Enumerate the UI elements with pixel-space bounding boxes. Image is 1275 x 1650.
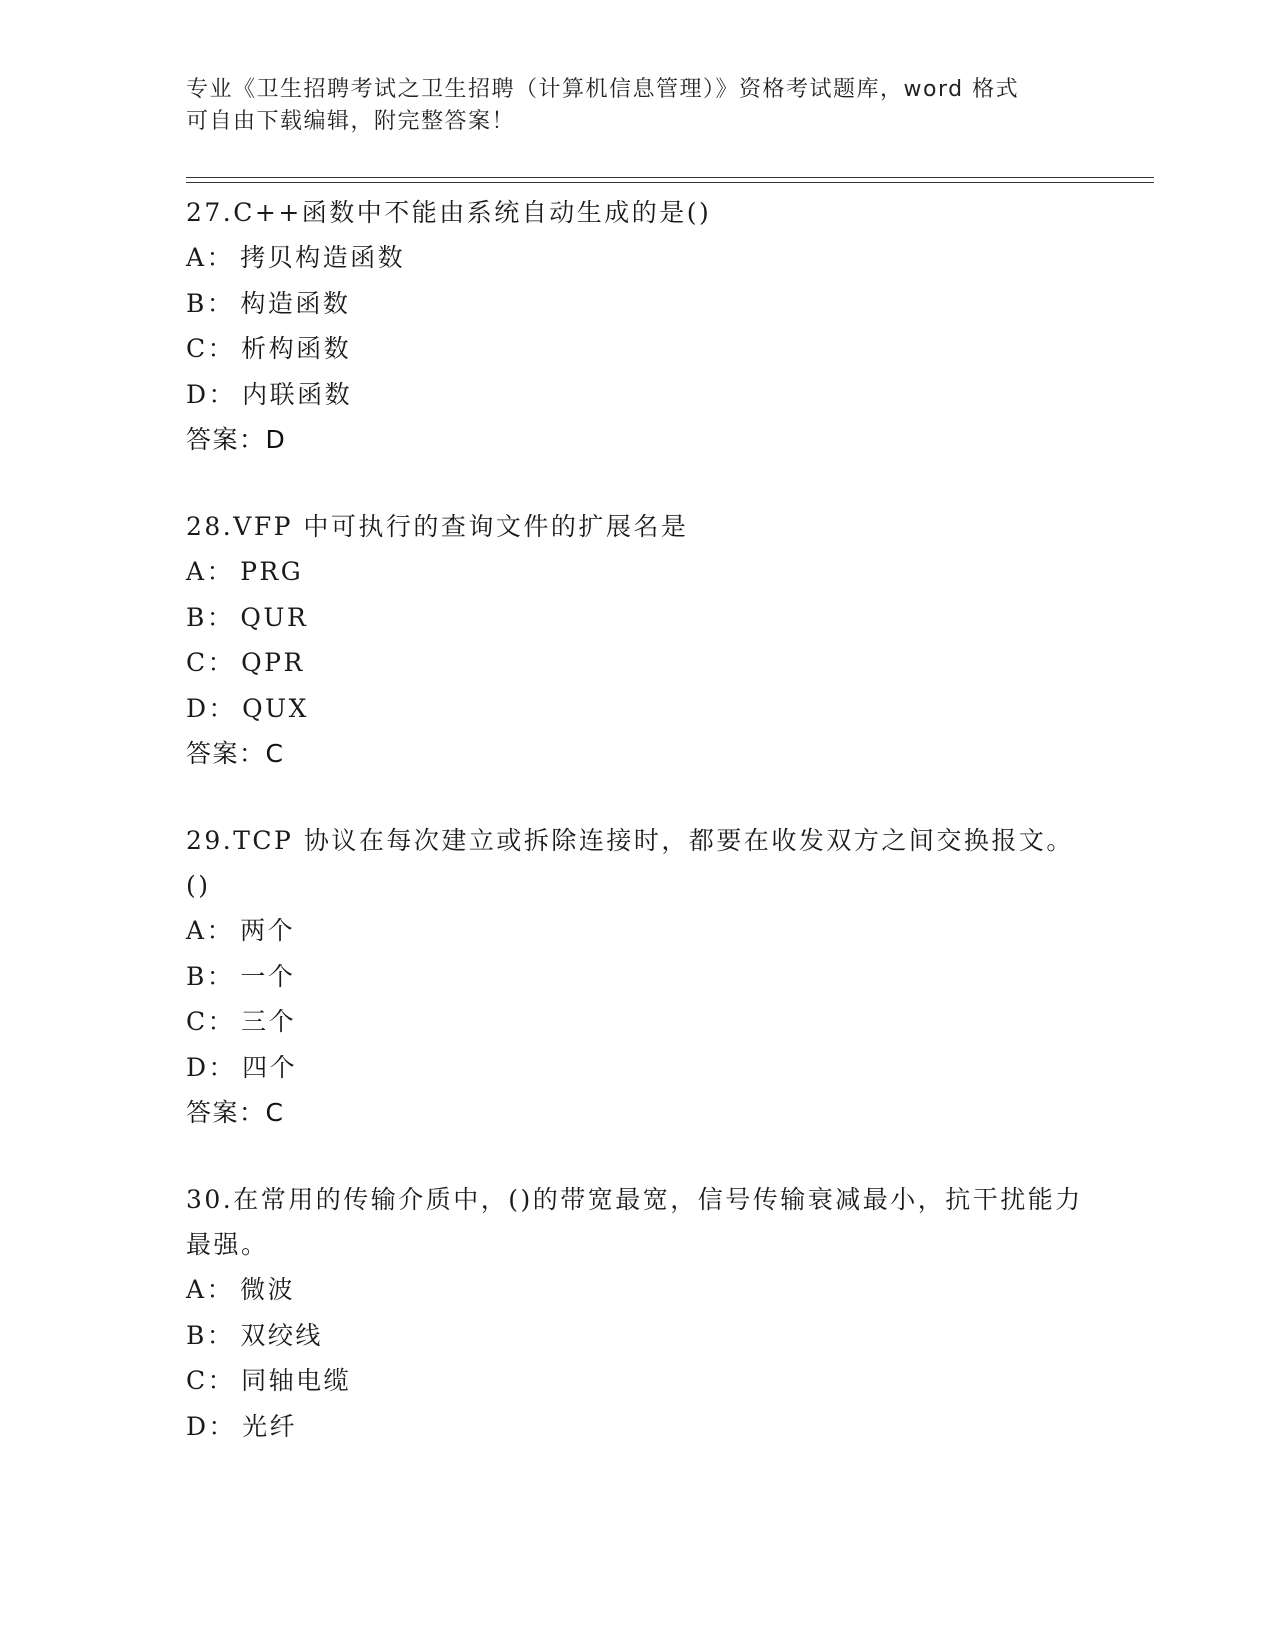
option-letter: C [186, 334, 208, 363]
option-d [186, 372, 1086, 418]
option-letter: C [186, 1007, 208, 1036]
option-text: 三个 [241, 1007, 297, 1036]
option-letter: B [186, 961, 207, 991]
option-a [186, 1267, 1086, 1313]
question-stem: 28.VFP 中可执行的查询文件的扩展名是 [186, 512, 689, 541]
option-separator: ： [206, 916, 235, 945]
option-b [186, 954, 1086, 1000]
option-letter: D [186, 1411, 209, 1441]
question-28 [186, 504, 1086, 776]
option-separator: ： [208, 379, 237, 409]
option-text: 同轴电缆 [241, 1366, 352, 1395]
option-text: 四个 [242, 1052, 298, 1082]
option-c [186, 999, 1086, 1045]
option-separator: ： [208, 1411, 237, 1441]
option-text: 拷贝构造函数 [240, 243, 406, 272]
option-a [186, 235, 1086, 281]
option-text: 析构函数 [241, 334, 352, 363]
option-letter: B [186, 1320, 207, 1350]
option-c [186, 640, 1086, 686]
header-title-line-2: 可自由下载编辑，附完整答案！ [186, 109, 516, 134]
option-letter: A [186, 1275, 207, 1304]
answer-line: 答案：C [186, 739, 285, 768]
option-letter: C [186, 1366, 208, 1395]
option-d [186, 1404, 1086, 1450]
question-29 [186, 818, 1086, 1135]
option-separator: ： [206, 1320, 235, 1350]
question-stem: 29.TCP 协议在每次建立或拆除连接时，都要在收发双方之间交换报文。() [186, 826, 1074, 900]
option-d [186, 686, 1086, 732]
option-b [186, 1313, 1086, 1359]
option-text: 两个 [240, 916, 296, 945]
question-list [186, 190, 1086, 1491]
option-separator: ： [208, 693, 237, 723]
option-separator: ： [207, 1366, 236, 1395]
header-divider-top [186, 177, 1154, 178]
option-separator: ： [206, 961, 235, 991]
option-letter: D [186, 379, 209, 409]
option-text: 构造函数 [240, 288, 351, 318]
option-letter: C [186, 648, 208, 677]
option-letter: D [186, 1052, 209, 1082]
option-text: 光纤 [242, 1411, 298, 1441]
option-text: 一个 [240, 961, 296, 991]
option-letter: A [186, 916, 207, 945]
option-separator: ： [206, 243, 235, 272]
option-b [186, 281, 1086, 327]
answer-line: 答案：C [186, 1098, 285, 1127]
option-text: QPR [241, 648, 305, 677]
question-stem: 30.在常用的传输介质中，()的带宽最宽，信号传输衰减最小，抗干扰能力最强。 [186, 1185, 1083, 1259]
question-stem: 27.C++函数中不能由系统自动生成的是() [186, 198, 712, 227]
option-text: 微波 [240, 1275, 296, 1304]
option-c [186, 1358, 1086, 1404]
option-text: PRG [240, 557, 304, 586]
option-separator: ： [206, 1275, 235, 1304]
option-separator: ： [207, 648, 236, 677]
option-separator: ： [208, 1052, 237, 1082]
option-separator: ： [206, 288, 235, 318]
document-header [186, 74, 1066, 138]
header-divider-bottom [186, 182, 1154, 183]
option-separator: ： [207, 334, 236, 363]
option-text: QUX [242, 693, 309, 723]
question-30 [186, 1177, 1086, 1449]
option-letter: B [186, 288, 207, 318]
option-letter: D [186, 693, 209, 723]
option-letter: B [186, 602, 207, 632]
option-text: QUR [240, 602, 309, 632]
header-title-line-1: 专业《卫生招聘考试之卫生招聘（计算机信息管理）》资格考试题库，word 格式 [186, 77, 1020, 102]
option-a [186, 549, 1086, 595]
question-27 [186, 190, 1086, 462]
answer-line: 答案：D [186, 425, 287, 454]
option-separator: ： [207, 1007, 236, 1036]
option-d [186, 1045, 1086, 1091]
option-letter: A [186, 243, 207, 272]
option-text: 内联函数 [242, 379, 353, 409]
option-letter: A [186, 557, 207, 586]
option-a [186, 908, 1086, 954]
option-separator: ： [206, 557, 235, 586]
option-separator: ： [206, 602, 235, 632]
option-b [186, 595, 1086, 641]
option-text: 双绞线 [240, 1320, 323, 1350]
option-c [186, 326, 1086, 372]
